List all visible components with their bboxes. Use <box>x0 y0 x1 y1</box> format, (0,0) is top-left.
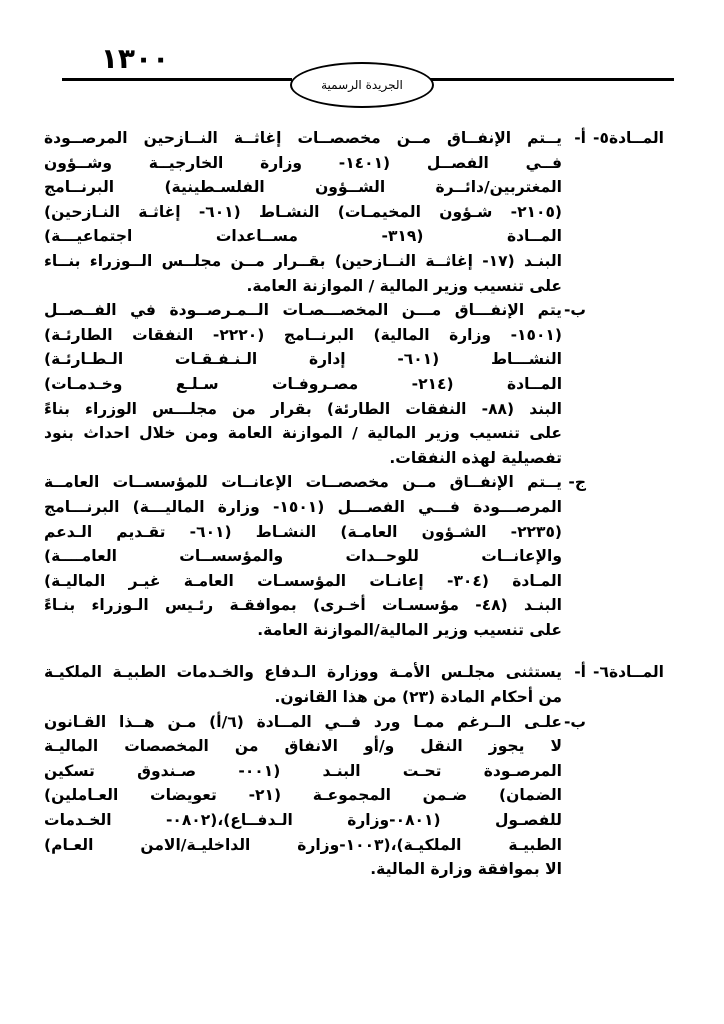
text-line: المغتربين/دائــرة الشــؤون الفلسـطينية) البرنــامج <box>44 178 562 197</box>
clause-letter: أ- <box>574 663 586 682</box>
text-line: على تنسيب وزير المالية/الموازنة العامة. <box>257 620 562 639</box>
text-line: تفصيلية لهذه النفقات. <box>389 448 562 467</box>
article-heading: المــادة٦- <box>593 663 664 682</box>
text-line: من أحكام المادة (٢٣) من هذا القانون. <box>274 688 562 707</box>
text-line: يستثنى مجلـس الأمـة ووزارة الـدفاع والخـدمات الطبيـة الملكيـة <box>44 663 562 682</box>
text-line: المـادة (٣٠٤- إعانـات المؤسسـات العامـة غيـر الماليـة) <box>44 571 562 590</box>
clause-a <box>44 660 586 709</box>
text-line: علـى الــرغم ممـا ورد فــي المــادة (٦/أ) مـن هــذا القـانون <box>44 712 562 731</box>
text-line: يــتم الإنفــاق مــن مخصصــات إغاثــة النــازحين المرصــودة <box>44 129 562 147</box>
text-line: (٢٢٣٥- الشـؤون العامـة) النشـاط (٦٠١- تقـديم الـدعم <box>44 522 562 541</box>
clause-b <box>44 710 586 882</box>
text-line: يتم الإنفـــاق مـــن المخصـــصـات الــمـرصــودة في الفــصــل <box>44 301 562 320</box>
text-line: البند (٨٨- النفقات الطارئة) بقرار من مجلـــس الوزراء بناءً <box>44 399 562 418</box>
article-5 <box>44 126 664 642</box>
text-line: (٢١٠٥- شـؤون المخيمـات) النشـاط (٦٠١- إغاثـة النـازحين) <box>44 202 562 221</box>
journal-title: الجريدة الرسمية <box>321 78 403 92</box>
header-rule-right <box>428 78 674 81</box>
clause-letter: ب- <box>563 301 586 320</box>
clause-c <box>44 470 586 642</box>
clause-b <box>44 298 586 470</box>
text-line: المرصـودة تحـت البنـد (٠٠١- صـندوق تسكين <box>44 761 562 780</box>
clause-a <box>44 126 586 298</box>
article-heading: المــادة٥- <box>593 129 664 147</box>
clause-letter: أ- <box>574 129 586 147</box>
text-line: فــي الفصــل (١٤٠١- وزارة الخارجيــة وشــؤون <box>44 153 562 172</box>
text-line: على تنسيب وزير المالية / الموازنة العامة. <box>246 276 562 295</box>
text-line: الا بموافقة وزارة المالية. <box>370 860 562 879</box>
text-line: الضمان) ضـمن المجموعـة (٢١- تعويضات العـاملين) <box>44 786 562 805</box>
clause-letter: ب- <box>563 712 586 731</box>
header-rule-left <box>62 78 292 81</box>
text-line: والإعانــات للوحــدات والمؤسســات العامــــة) <box>44 547 562 566</box>
clause-letter: ج- <box>568 473 586 492</box>
journal-title-oval <box>290 62 434 108</box>
text-line: لا يجوز النقل و/أو الانفاق من المخصصات الماليـة <box>44 737 562 756</box>
text-line: على تنسيب وزير المالية / الموازنة العامة ومن خلال احداث بنود <box>44 424 562 443</box>
text-line: يــتم الإنفــاق مــن مخصصــات الإعانــات للمؤسســات العامــة <box>44 473 562 492</box>
text-line: النشـــاط (٦٠١- إدارة الـنـفـقـات الـطـارئـة) <box>44 350 562 369</box>
text-line: المرصـــودة فـــي الفصـــل (١٥٠١- وزارة الماليـــة) البرنـــامج <box>44 497 562 516</box>
text-line: المــادة (٢١٤- مصـروفـات سـلـع وخـدمـات) <box>44 374 562 393</box>
text-line: الطبيـة الملكيـة)،(١٠٠٣-وزارة الداخليـة/الامن العـام) <box>44 835 562 854</box>
text-line: المــادة (٣١٩- مســاعدات اجتماعيـــة) <box>44 227 562 246</box>
article-6 <box>44 660 664 881</box>
document-body <box>44 126 664 882</box>
text-line: للفصـول (٠٨٠١-وزارة الـدفــاع)،(٠٨٠٢- الخـدمات <box>44 811 562 830</box>
text-line: البنـد (١٧- إغاثــة النــازحين) بقــرار مــن مجلــس الــوزراء بنــاء <box>44 251 562 270</box>
text-line: (١٥٠١- وزارة المالية) البرنــامج (٢٢٢٠- النفقات الطارئـة) <box>44 325 562 344</box>
text-line: البنـد (٤٨- مؤسسـات أخـرى) بموافقـة رئـيس الـوزراء بنـاءً <box>44 596 562 615</box>
page-number: ١٣٠٠ <box>100 42 170 75</box>
